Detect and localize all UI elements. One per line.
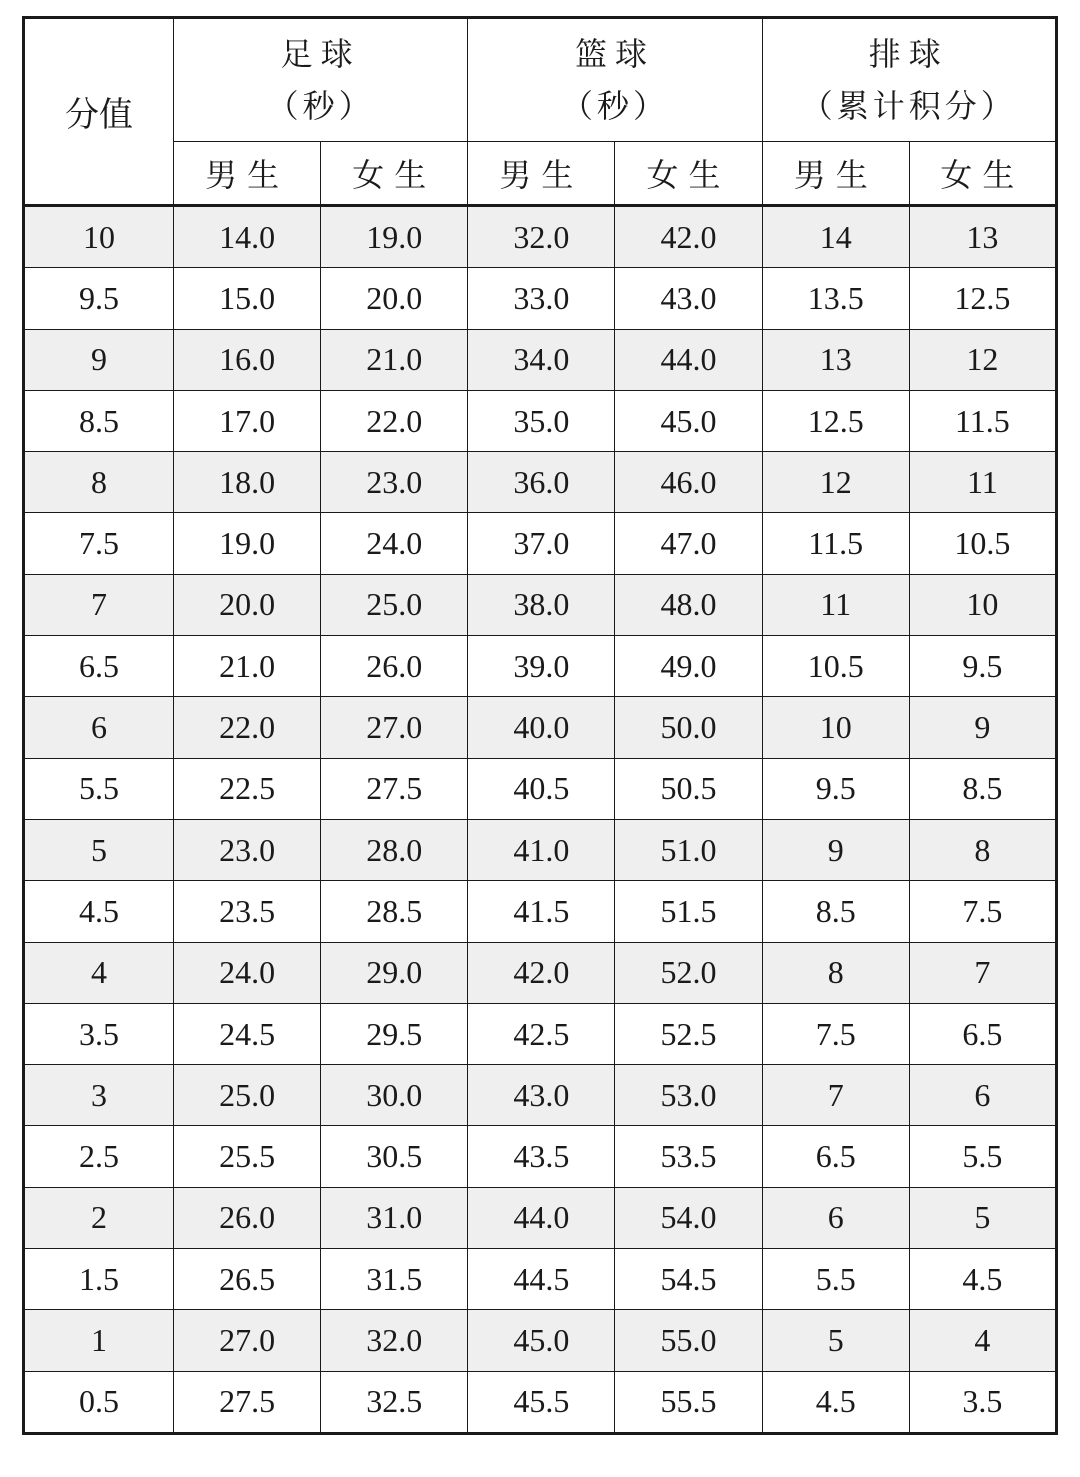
basketball-male-cell: 36.0 [468,452,615,513]
table-row [24,1126,1057,1187]
score-cell: 4.5 [24,881,174,942]
volleyball-female-cell: 6 [909,1065,1056,1126]
football-female-cell: 26.0 [321,636,468,697]
football-female-cell: 28.0 [321,819,468,880]
volleyball-male-cell: 7 [762,1065,909,1126]
basketball-female-cell: 50.0 [615,697,762,758]
table-row [24,574,1057,635]
volleyball-female-cell: 9.5 [909,636,1056,697]
table-row [24,942,1057,1003]
volleyball-male-cell: 9.5 [762,758,909,819]
volleyball-male-cell: 5 [762,1310,909,1371]
basketball-male-cell: 37.0 [468,513,615,574]
table-row [24,881,1057,942]
basketball-male-cell: 33.0 [468,268,615,329]
volleyball-female-cell: 4 [909,1310,1056,1371]
volleyball-male-cell: 12 [762,452,909,513]
score-cell: 9 [24,329,174,390]
table-row [24,206,1057,268]
table-row [24,758,1057,819]
gender-label: 男生 [793,156,878,194]
score-cell: 9.5 [24,268,174,329]
football-title: 足球 [280,35,361,73]
volleyball-title: 排球 [868,35,949,73]
score-cell: 6 [24,697,174,758]
volleyball-male-cell: 11 [762,574,909,635]
table-row [24,268,1057,329]
basketball-female-cell: 54.5 [615,1249,762,1310]
volleyball-male-cell: 6.5 [762,1126,909,1187]
football-male-cell: 27.5 [174,1371,321,1433]
football-female-cell: 27.0 [321,697,468,758]
score-cell: 0.5 [24,1371,174,1433]
basketball-female-cell: 43.0 [615,268,762,329]
score-cell: 6.5 [24,636,174,697]
score-cell: 1 [24,1310,174,1371]
basketball-male-cell: 32.0 [468,206,615,268]
score-cell: 5.5 [24,758,174,819]
volleyball-female-cell: 6.5 [909,1003,1056,1064]
score-cell: 8 [24,452,174,513]
table-row [24,1187,1057,1248]
basketball-female-cell: 51.5 [615,881,762,942]
score-cell: 7 [24,574,174,635]
basketball-female-cell: 53.0 [615,1065,762,1126]
football-male-cell: 14.0 [174,206,321,268]
table-row [24,819,1057,880]
table-row [24,1249,1057,1310]
volleyball-male-cell: 13.5 [762,268,909,329]
volleyball-group-header [762,18,1056,142]
football-male-cell: 23.0 [174,819,321,880]
basketball-female-cell: 54.0 [615,1187,762,1248]
header-row-gender [24,142,1057,206]
volleyball-female-header [909,142,1056,206]
basketball-female-cell: 42.0 [615,206,762,268]
basketball-male-cell: 43.0 [468,1065,615,1126]
gender-label: 女生 [940,156,1025,194]
basketball-male-cell: 45.5 [468,1371,615,1433]
score-cell: 3.5 [24,1003,174,1064]
table-row [24,452,1057,513]
basketball-male-cell: 41.5 [468,881,615,942]
volleyball-female-cell: 3.5 [909,1371,1056,1433]
volleyball-male-cell: 5.5 [762,1249,909,1310]
volleyball-female-cell: 12 [909,329,1056,390]
basketball-female-cell: 51.0 [615,819,762,880]
football-female-cell: 23.0 [321,452,468,513]
volleyball-female-cell: 11 [909,452,1056,513]
basketball-female-cell: 49.0 [615,636,762,697]
football-female-cell: 31.0 [321,1187,468,1248]
score-cell: 5 [24,819,174,880]
football-male-header [174,142,321,206]
basketball-male-cell: 42.5 [468,1003,615,1064]
basketball-female-cell: 46.0 [615,452,762,513]
volleyball-female-cell: 8 [909,819,1056,880]
basketball-male-cell: 44.5 [468,1249,615,1310]
football-female-cell: 25.0 [321,574,468,635]
football-male-cell: 21.0 [174,636,321,697]
basketball-female-cell: 44.0 [615,329,762,390]
football-male-cell: 22.5 [174,758,321,819]
table-row [24,636,1057,697]
basketball-male-cell: 44.0 [468,1187,615,1248]
gender-label: 女生 [646,156,731,194]
basketball-title: 篮球 [574,35,655,73]
volleyball-male-cell: 8 [762,942,909,1003]
volleyball-male-cell: 8.5 [762,881,909,942]
volleyball-female-cell: 8.5 [909,758,1056,819]
score-label: 分值 [65,95,133,135]
basketball-male-cell: 41.0 [468,819,615,880]
volleyball-male-cell: 7.5 [762,1003,909,1064]
basketball-male-cell: 35.0 [468,390,615,451]
table-row [24,1065,1057,1126]
football-female-cell: 32.0 [321,1310,468,1371]
table-row [24,697,1057,758]
basketball-female-cell: 53.5 [615,1126,762,1187]
football-male-cell: 23.5 [174,881,321,942]
football-male-cell: 27.0 [174,1310,321,1371]
table-row [24,390,1057,451]
football-female-cell: 32.5 [321,1371,468,1433]
football-male-cell: 22.0 [174,697,321,758]
basketball-female-header [615,142,762,206]
score-cell: 3 [24,1065,174,1126]
football-male-cell: 17.0 [174,390,321,451]
football-male-cell: 25.5 [174,1126,321,1187]
table-header [24,18,1057,206]
football-male-cell: 24.5 [174,1003,321,1064]
volleyball-female-cell: 13 [909,206,1056,268]
table-body [24,206,1057,1434]
football-male-cell: 16.0 [174,329,321,390]
basketball-male-cell: 34.0 [468,329,615,390]
volleyball-male-cell: 4.5 [762,1371,909,1433]
football-female-cell: 27.5 [321,758,468,819]
table-row [24,1003,1057,1064]
volleyball-unit: （累计积分） [800,87,1017,125]
basketball-male-cell: 38.0 [468,574,615,635]
basketball-male-cell: 39.0 [468,636,615,697]
football-male-cell: 19.0 [174,513,321,574]
header-row-groups [24,18,1057,142]
volleyball-female-cell: 11.5 [909,390,1056,451]
volleyball-female-cell: 9 [909,697,1056,758]
basketball-female-cell: 55.0 [615,1310,762,1371]
football-female-cell: 21.0 [321,329,468,390]
football-female-cell: 24.0 [321,513,468,574]
football-female-cell: 30.5 [321,1126,468,1187]
football-male-cell: 26.5 [174,1249,321,1310]
table-row [24,1310,1057,1371]
basketball-female-cell: 45.0 [615,390,762,451]
volleyball-female-cell: 5.5 [909,1126,1056,1187]
volleyball-male-cell: 10 [762,697,909,758]
football-male-cell: 18.0 [174,452,321,513]
volleyball-female-cell: 7 [909,942,1056,1003]
table-row [24,329,1057,390]
table-row [24,1371,1057,1433]
volleyball-male-cell: 11.5 [762,513,909,574]
volleyball-male-cell: 9 [762,819,909,880]
score-cell: 8.5 [24,390,174,451]
volleyball-female-cell: 10 [909,574,1056,635]
football-male-cell: 20.0 [174,574,321,635]
football-female-header [321,142,468,206]
volleyball-female-cell: 7.5 [909,881,1056,942]
football-group-header [174,18,468,142]
volleyball-female-cell: 10.5 [909,513,1056,574]
basketball-group-header [468,18,762,142]
score-cell: 2.5 [24,1126,174,1187]
score-cell: 10 [24,206,174,268]
gender-label: 男生 [205,156,290,194]
basketball-male-cell: 45.0 [468,1310,615,1371]
basketball-female-cell: 52.5 [615,1003,762,1064]
football-male-cell: 24.0 [174,942,321,1003]
football-female-cell: 22.0 [321,390,468,451]
football-male-cell: 26.0 [174,1187,321,1248]
score-cell: 7.5 [24,513,174,574]
volleyball-male-cell: 14 [762,206,909,268]
score-cell: 2 [24,1187,174,1248]
basketball-male-header [468,142,615,206]
gender-label: 男生 [499,156,584,194]
football-female-cell: 30.0 [321,1065,468,1126]
basketball-female-cell: 55.5 [615,1371,762,1433]
table-row [24,513,1057,574]
volleyball-female-cell: 4.5 [909,1249,1056,1310]
football-unit: （秒） [266,87,375,125]
football-male-cell: 25.0 [174,1065,321,1126]
volleyball-male-header [762,142,909,206]
volleyball-male-cell: 13 [762,329,909,390]
volleyball-female-cell: 5 [909,1187,1056,1248]
basketball-male-cell: 43.5 [468,1126,615,1187]
football-female-cell: 28.5 [321,881,468,942]
basketball-female-cell: 52.0 [615,942,762,1003]
basketball-female-cell: 48.0 [615,574,762,635]
volleyball-female-cell: 12.5 [909,268,1056,329]
score-cell: 1.5 [24,1249,174,1310]
volleyball-male-cell: 6 [762,1187,909,1248]
scoring-table [22,16,1058,1435]
football-female-cell: 19.0 [321,206,468,268]
basketball-unit: （秒） [560,87,669,125]
volleyball-male-cell: 12.5 [762,390,909,451]
volleyball-male-cell: 10.5 [762,636,909,697]
basketball-female-cell: 47.0 [615,513,762,574]
football-female-cell: 29.0 [321,942,468,1003]
football-male-cell: 15.0 [174,268,321,329]
gender-label: 女生 [352,156,437,194]
score-cell: 4 [24,942,174,1003]
football-female-cell: 31.5 [321,1249,468,1310]
football-female-cell: 20.0 [321,268,468,329]
score-column-header [24,18,174,206]
basketball-male-cell: 40.0 [468,697,615,758]
basketball-female-cell: 50.5 [615,758,762,819]
basketball-male-cell: 40.5 [468,758,615,819]
basketball-male-cell: 42.0 [468,942,615,1003]
football-female-cell: 29.5 [321,1003,468,1064]
